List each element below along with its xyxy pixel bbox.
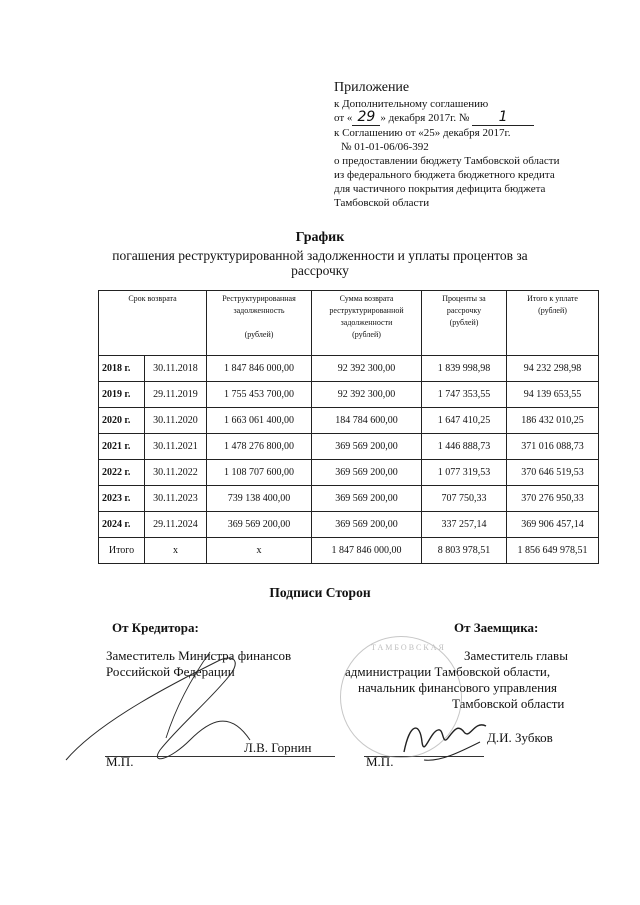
cell-total: 369 906 457,14 (507, 512, 599, 538)
table-row (99, 434, 599, 460)
borrower-signature-image (400, 712, 490, 772)
cell-total-label: Итого (99, 538, 145, 564)
borrower-position-2: администрации Тамбовской области, (345, 664, 551, 679)
table-row (99, 356, 599, 382)
cell-total-total: 1 856 649 978,51 (507, 538, 599, 564)
agreement-number: 1 (498, 109, 508, 125)
cell-sum: 369 569 200,00 (312, 460, 422, 486)
cell-date: 30.11.2020 (145, 408, 207, 434)
appendix-number-line: № 01-01-06/06-392 (341, 141, 429, 153)
appendix-to-line: к Дополнительному соглашению (334, 98, 489, 110)
creditor-mp: М.П. (106, 754, 134, 769)
cell-total: 94 232 298,98 (507, 356, 599, 382)
cell-total: 94 139 653,55 (507, 382, 599, 408)
cell-total-x1: х (145, 538, 207, 564)
creditor-heading: От Кредитора: (112, 620, 199, 635)
col-header-interest: Проценты за рассрочку (рублей) (422, 291, 507, 356)
borrower-mp: М.П. (366, 754, 394, 769)
cell-interest: 1 839 998,98 (422, 356, 507, 382)
col-header-sum: Сумма возврата реструктурированной задолженности (рублей) (312, 291, 422, 356)
table-total-row (99, 538, 599, 564)
appendix-subject-4: Тамбовской области (334, 197, 430, 209)
cell-sum: 92 392 300,00 (312, 382, 422, 408)
cell-year: 2020 г. (99, 408, 145, 434)
appendix-subject-1: о предоставлении бюджету Тамбовской области (334, 155, 560, 167)
repayment-schedule-table (98, 290, 599, 564)
date-mid: » декабря 2017г. № (380, 112, 470, 124)
cell-debt: 369 569 200,00 (207, 512, 312, 538)
official-stamp: ТАМБОВСКАЯ (340, 636, 462, 758)
borrower-name: Д.И. Зубков (487, 730, 553, 745)
cell-debt: 1 108 707 600,00 (207, 460, 312, 486)
appendix-date-line (334, 111, 534, 126)
borrower-heading: От Заемщика: (454, 620, 539, 635)
cell-total: 371 016 088,73 (507, 434, 599, 460)
col-header-debt: Реструктурированная задолженность (рублей) (207, 291, 312, 356)
creditor-position-1: Заместитель Министра финансов (106, 648, 292, 663)
cell-year: 2019 г. (99, 382, 145, 408)
table-row (99, 512, 599, 538)
appendix-title: Приложение (334, 80, 410, 95)
creditor-name: Л.В. Горнин (244, 740, 312, 755)
cell-date: 30.11.2021 (145, 434, 207, 460)
agreement-number-field (472, 111, 534, 126)
cell-date: 30.11.2018 (145, 356, 207, 382)
cell-date: 29.11.2019 (145, 382, 207, 408)
cell-total: 370 646 519,53 (507, 460, 599, 486)
cell-sum: 92 392 300,00 (312, 356, 422, 382)
borrower-position-3: начальник финансового управления (358, 680, 558, 695)
cell-total: 186 432 010,25 (507, 408, 599, 434)
cell-year: 2022 г. (99, 460, 145, 486)
cell-year: 2018 г. (99, 356, 145, 382)
cell-debt: 739 138 400,00 (207, 486, 312, 512)
cell-year: 2021 г. (99, 434, 145, 460)
table-row (99, 460, 599, 486)
cell-sum: 369 569 200,00 (312, 512, 422, 538)
schedule-subtitle-1: погашения реструктурированной задолженности и уплаты процентов за (112, 248, 528, 263)
table-row (99, 382, 599, 408)
col-header-term: Срок возврата (99, 291, 207, 356)
cell-total: 370 276 950,33 (507, 486, 599, 512)
appendix-subject-3: для частичного покрытия дефицита бюджета (334, 183, 546, 195)
date-day: 29 (357, 109, 376, 125)
cell-debt: 1 663 061 400,00 (207, 408, 312, 434)
cell-year: 2024 г. (99, 512, 145, 538)
cell-interest: 1 647 410,25 (422, 408, 507, 434)
cell-date: 29.11.2024 (145, 512, 207, 538)
table-row (99, 486, 599, 512)
table-body (99, 356, 599, 564)
cell-year: 2023 г. (99, 486, 145, 512)
cell-interest: 1 747 353,55 (422, 382, 507, 408)
cell-interest: 337 257,14 (422, 512, 507, 538)
table-row (99, 408, 599, 434)
date-prefix: от « (334, 112, 353, 124)
appendix-ref-line: к Соглашению от «25» декабря 2017г. (334, 127, 511, 139)
signatures-title: Подписи Сторон (269, 585, 371, 600)
cell-debt: 1 478 276 800,00 (207, 434, 312, 460)
schedule-title: График (295, 230, 345, 245)
cell-interest: 1 446 888,73 (422, 434, 507, 460)
date-day-field (352, 111, 380, 126)
cell-interest: 1 077 319,53 (422, 460, 507, 486)
cell-total-sum: 1 847 846 000,00 (312, 538, 422, 564)
cell-total-interest: 8 803 978,51 (422, 538, 507, 564)
table-header-row (99, 291, 599, 356)
cell-date: 30.11.2023 (145, 486, 207, 512)
cell-sum: 369 569 200,00 (312, 486, 422, 512)
cell-sum: 369 569 200,00 (312, 434, 422, 460)
appendix-subject-2: из федерального бюджета бюджетного кредита (334, 169, 555, 181)
cell-interest: 707 750,33 (422, 486, 507, 512)
schedule-subtitle-2: рассрочку (291, 263, 349, 278)
cell-total-x2: х (207, 538, 312, 564)
cell-debt: 1 847 846 000,00 (207, 356, 312, 382)
borrower-position-4: Тамбовской области (452, 696, 565, 711)
borrower-position-1: Заместитель главы (464, 648, 568, 663)
creditor-position-2: Российской Федерации (106, 664, 235, 679)
col-header-total: Итого к уплате (рублей) (507, 291, 599, 356)
cell-sum: 184 784 600,00 (312, 408, 422, 434)
cell-debt: 1 755 453 700,00 (207, 382, 312, 408)
creditor-signature-image (60, 640, 270, 780)
cell-date: 30.11.2022 (145, 460, 207, 486)
